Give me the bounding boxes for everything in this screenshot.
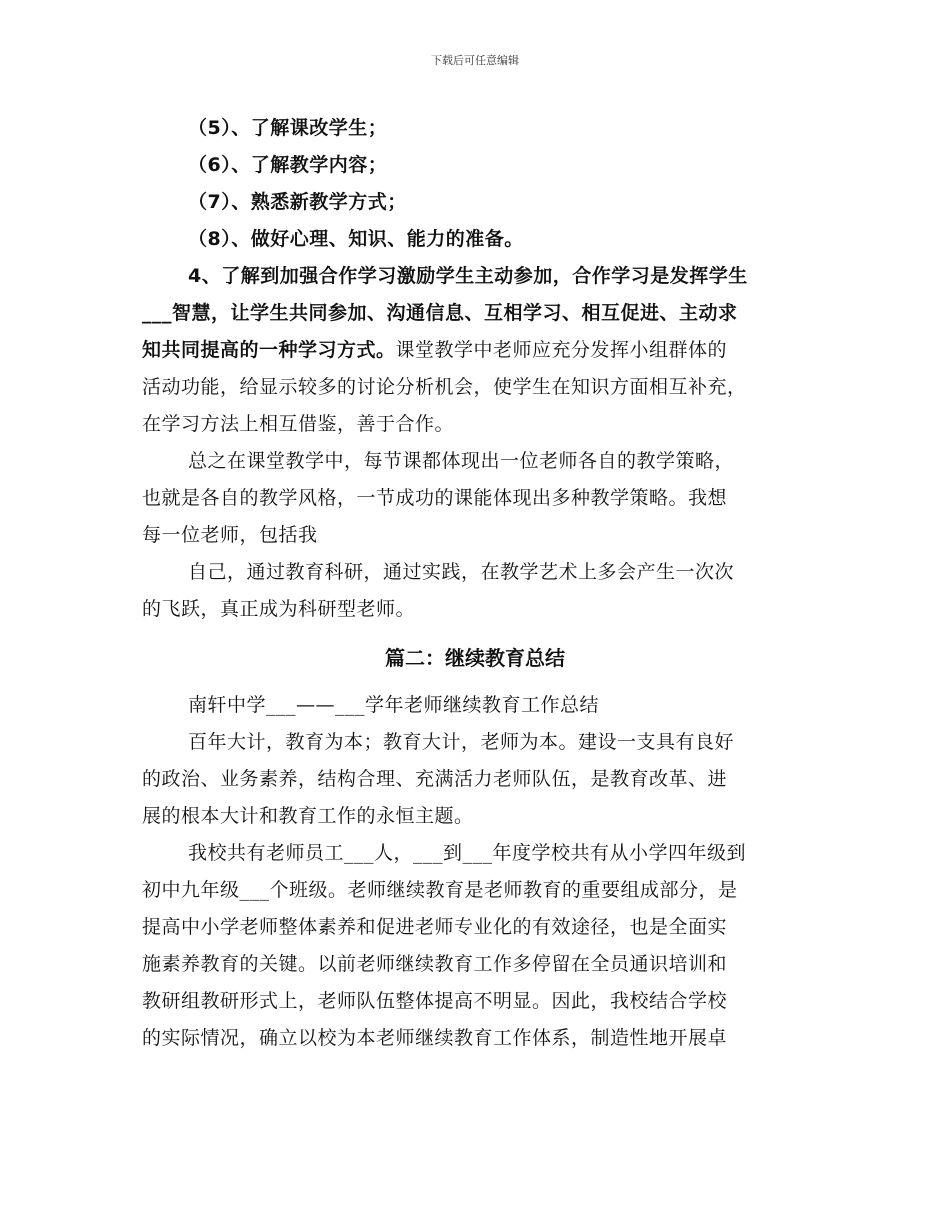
summary-line5: 的飞跃，真正成为科研型老师。 xyxy=(142,598,416,620)
list-item-5: （5）、了解课改学生； xyxy=(188,117,388,139)
summary-line3: 每一位老师，包括我 xyxy=(142,524,318,546)
summary-line4: 自己，通过教育科研，通过实践，在教学艺术上多会产生一次次 xyxy=(188,561,735,583)
para4-line5: 在学习方法上相互借鉴，善于合作。 xyxy=(142,413,455,435)
list-item-6: （6）、了解教学内容； xyxy=(188,154,388,176)
section-p1-line3: 展的根本大计和教育工作的永恒主题。 xyxy=(142,805,474,827)
para4-line1: 4、了解到加强合作学习激励学生主动参加，合作学习是发挥学生 xyxy=(188,265,748,287)
para4-line3 xyxy=(142,335,727,365)
para4-line2: ___智慧，让学生共同参加、沟通信息、互相学习、相互促进、主动求 xyxy=(142,302,738,324)
list-item-8: （8）、做好心理、知识、能力的准备。 xyxy=(188,228,524,250)
section-title: 篇二：继续教育总结 xyxy=(385,646,565,670)
section-p2-line6: 的实际情况，确立以校为本老师继续教育工作体系，制造性地开展卓 xyxy=(142,1027,728,1049)
page-header: 下载后可任意编辑 xyxy=(431,54,519,67)
section-p2-line5: 教研组教研形式上，老师队伍整体提高不明显。因此，我校结合学校 xyxy=(142,990,728,1012)
section-p1-line1: 百年大计，教育为本；教育大计，老师为本。建设一支具有良好 xyxy=(188,731,735,753)
list-item-7: （7）、熟悉新教学方式； xyxy=(188,191,407,213)
section-p2-line4: 施素养教育的关键。以前老师继续教育工作多停留在全员通识培训和 xyxy=(142,953,728,975)
section-p2-line3: 提高中小学老师整体素养和促进老师专业化的有效途径，也是全面实 xyxy=(142,916,728,938)
summary-line1: 总之在课堂教学中，每节课都体现出一位老师各自的教学策略， xyxy=(188,450,735,472)
section-p2-line2: 初中九年级___个班级。老师继续教育是老师教育的重要组成部分，是 xyxy=(142,879,738,901)
section-p1-line2: 的政治、业务素养，结构合理、充满活力老师队伍，是教育改革、进 xyxy=(142,768,728,790)
para4-line4: 活动功能，给显示较多的讨论分析机会，使学生在知识方面相互补充， xyxy=(142,376,747,398)
section-subtitle: 南轩中学___——___学年老师继续教育工作总结 xyxy=(188,694,600,716)
para4-line3-bold: 知共同提高的一种学习方式。 xyxy=(142,339,396,361)
para4-line3-normal: 课堂教学中老师应充分发挥小组群体的 xyxy=(395,339,728,361)
section-p2-line1: 我校共有老师员工___人，___到___年度学校共有从小学四年级到 xyxy=(188,842,747,864)
summary-line2: 也就是各自的教学风格，一节成功的课能体现出多种教学策略。我想 xyxy=(142,487,728,509)
